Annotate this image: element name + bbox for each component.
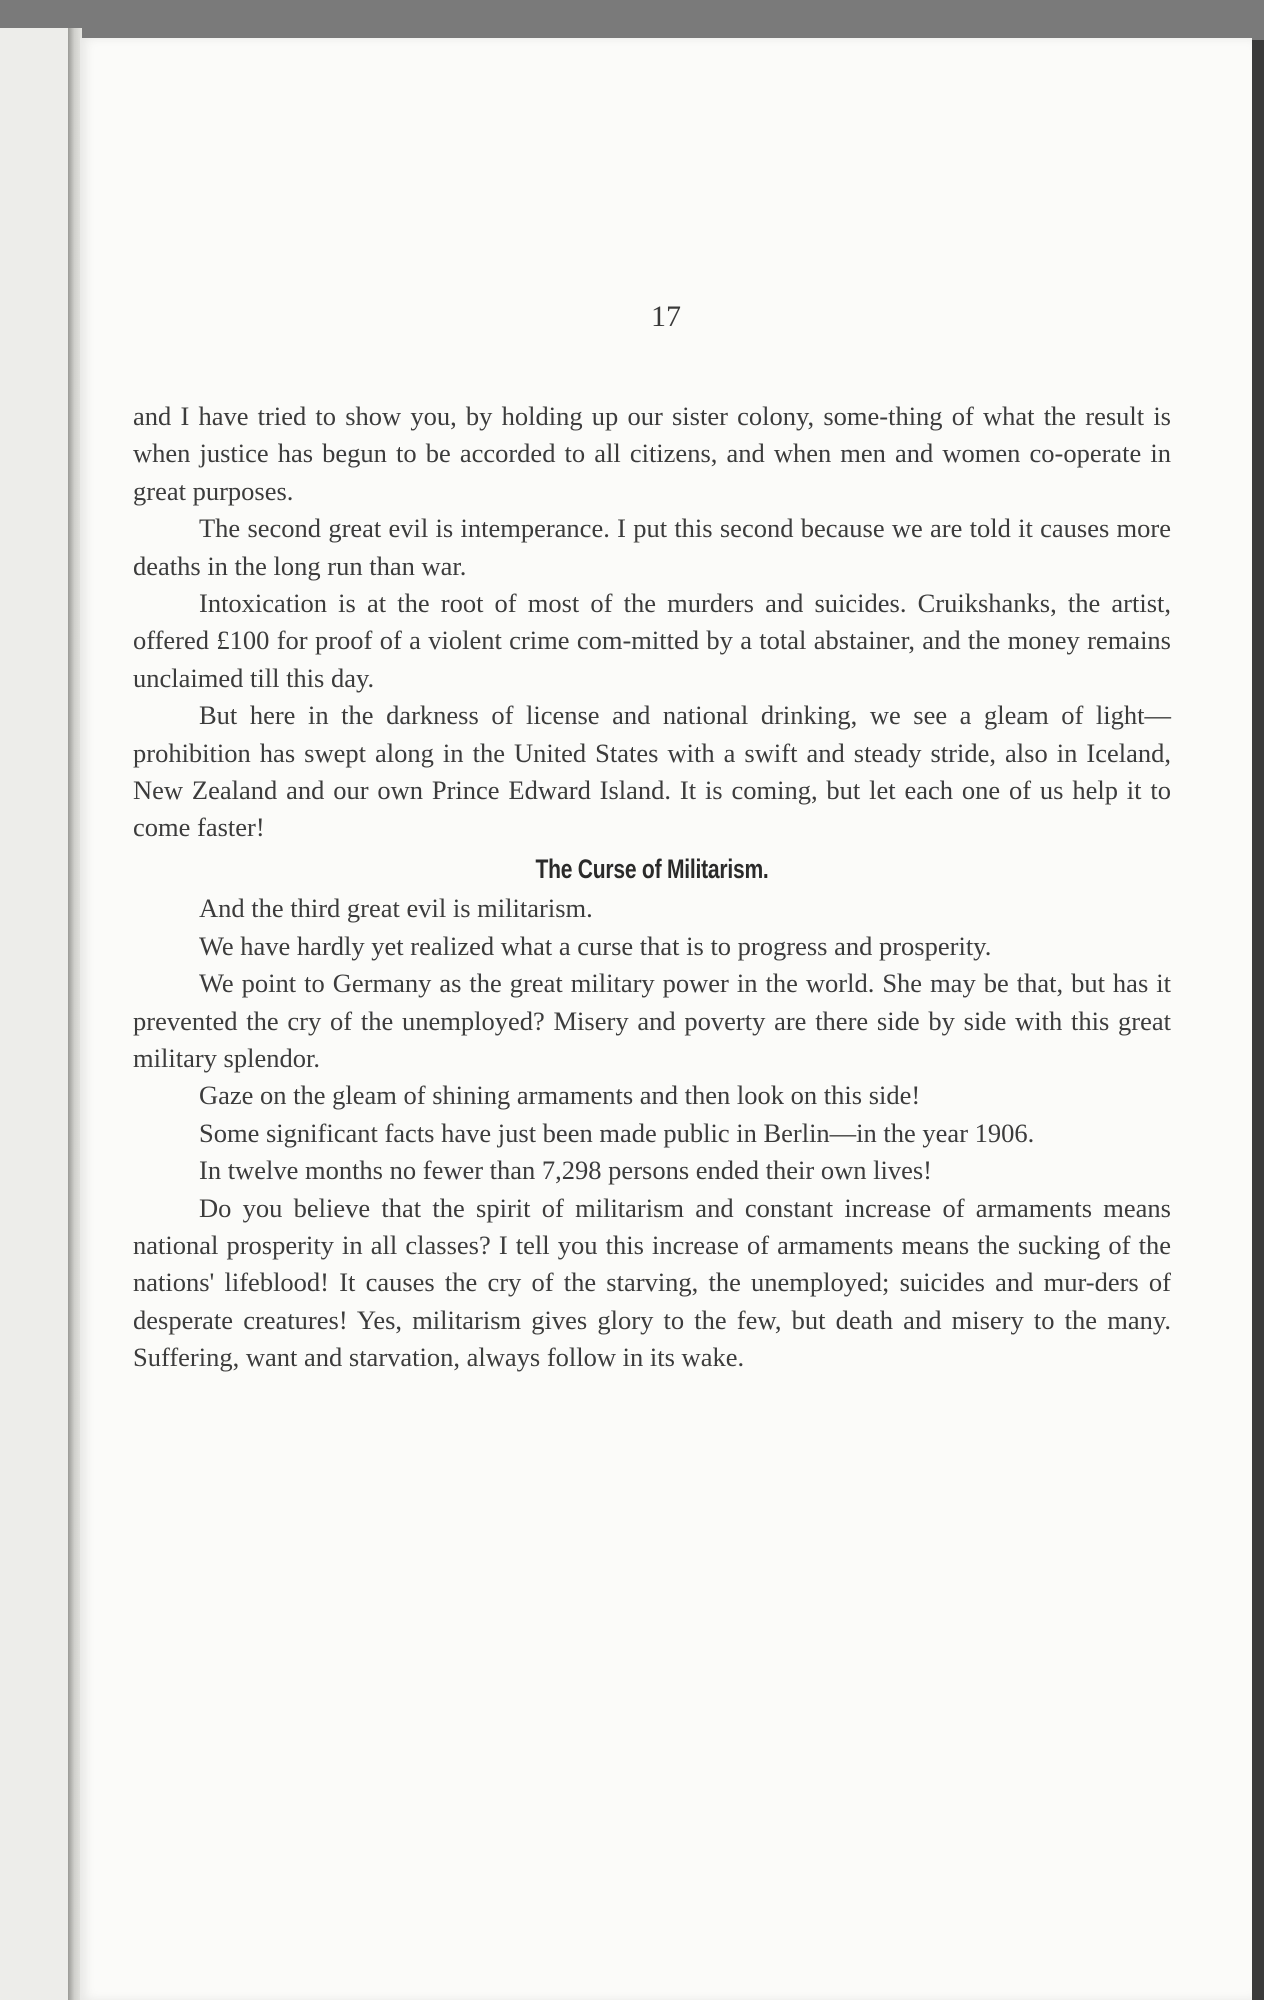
paragraph: Gaze on the gleam of shining armaments and then look on this side! (199, 1080, 921, 1111)
book-page (80, 38, 1252, 2000)
paragraph: Intoxication is at the root of most of the murders and suicides. Cruikshanks, the artist, offered £100 for proof of a violent crime com-mitted by a total abstainer, and the money remains unclaimed till this day. (133, 588, 1171, 693)
scan-background-top (0, 0, 1264, 40)
paragraph: In twelve months no fewer than 7,298 persons ended their own lives! (199, 1155, 932, 1186)
paragraph: We have hardly yet realized what a curse that is to progress and prosperity. (199, 930, 992, 961)
paragraph: Some significant facts have just been made public in Berlin—in the year 1906. (199, 1117, 1035, 1148)
body-text (133, 398, 1171, 1377)
facing-page-edge (0, 28, 70, 2000)
paragraph: But here in the darkness of license and national drinking, we see a gleam of light—prohibition has swept along in the United States with a swift and steady stride, also in Iceland, New Zealand and our own Prince Edward Island. It is coming, but let each one of us help it to come faster! (133, 700, 1171, 843)
paragraph: We point to Germany as the great military power in the world. She may be that, but has it prevented the cry of the unemployed? Misery and poverty are there side by side with this great military splendor. (133, 968, 1171, 1073)
paragraph: The second great evil is intemperance. I put this second because we are told it causes more deaths in the long run than war. (133, 513, 1171, 581)
paragraph: And the third great evil is militarism. (199, 893, 593, 924)
paragraph: and I have tried to show you, by holding up our sister colony, some-thing of what the result is when justice has begun to be accorded to all citizens, and when men and women co-operate in great purposes. (133, 401, 1171, 506)
page-number: 17 (651, 300, 681, 333)
paragraph: Do you believe that the spirit of militarism and constant increase of armaments means national prosperity in all classes? I tell you this increase of armaments means the sucking of the nations' lifeblood! It causes the cry of the starving, the unemployed; suicides and mur-ders of desperate creatures! Yes, militarism gives glory to the few, but death and misery to the many. Suffering, want and starvation, always follow in its wake. (133, 1192, 1171, 1373)
section-heading: The Curse of Militarism. (535, 853, 769, 884)
